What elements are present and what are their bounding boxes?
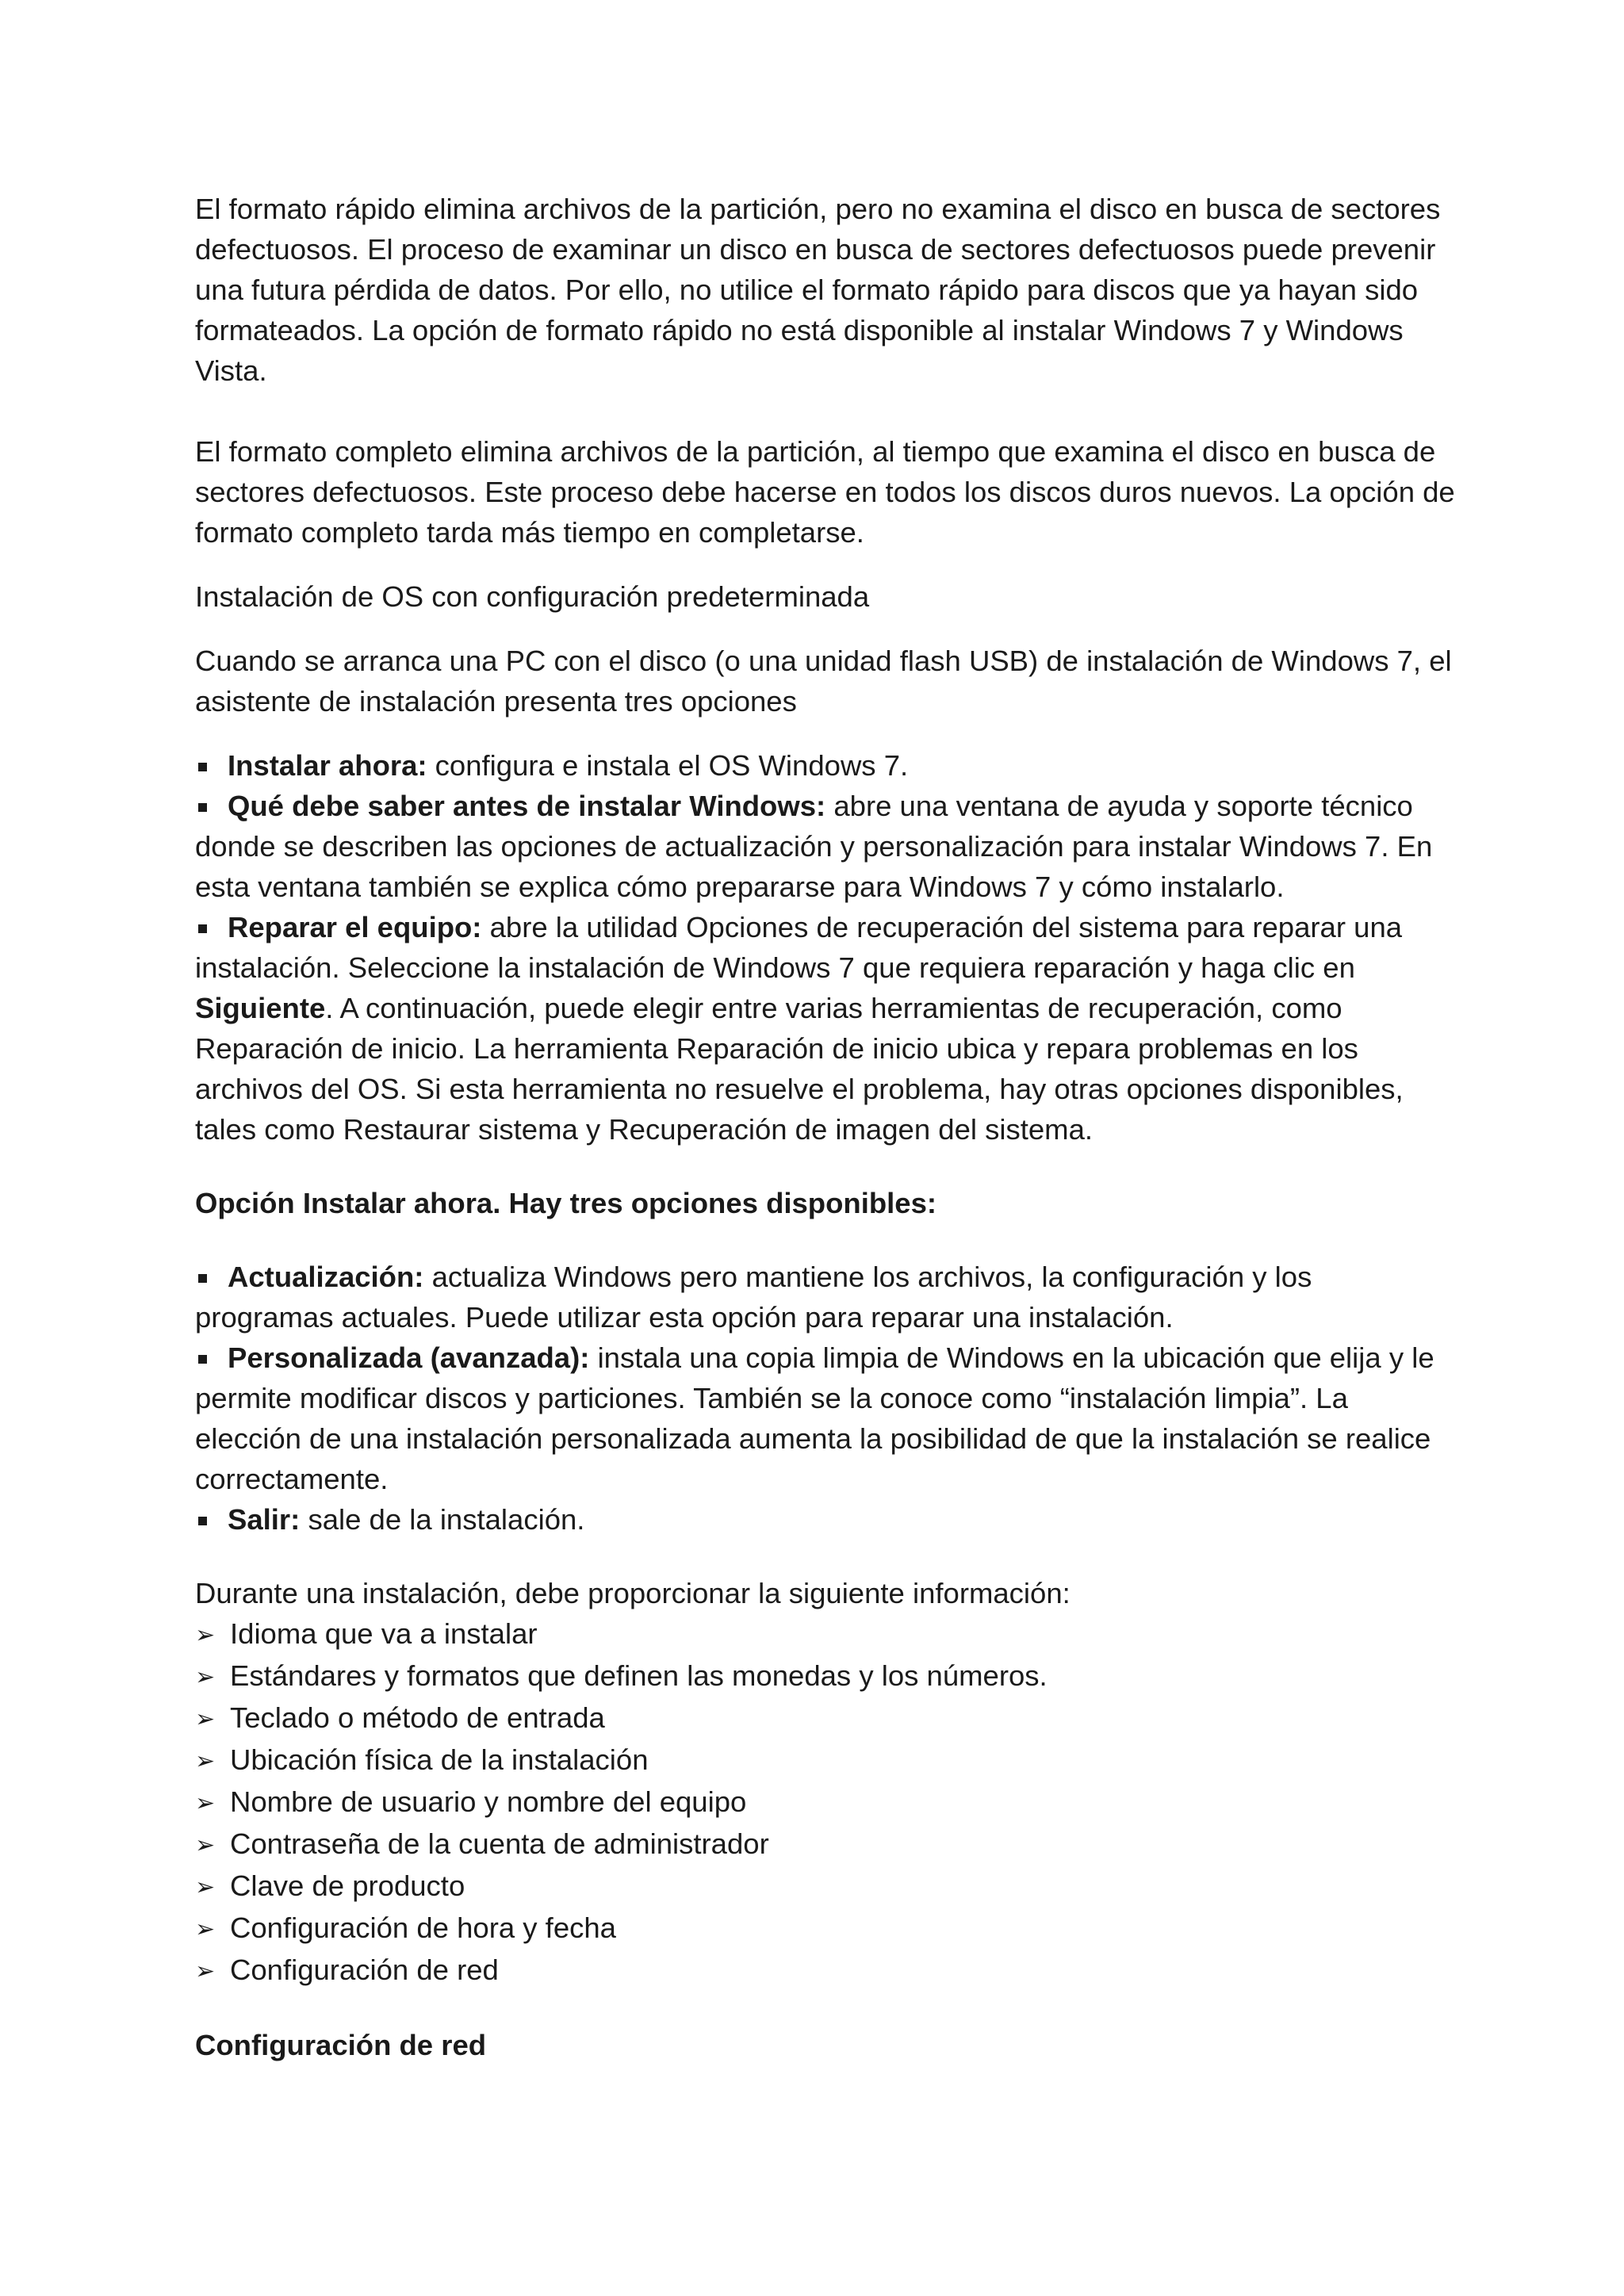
- list-item: [195, 1908, 1456, 1950]
- arrow-bullet-icon: ➢: [195, 1706, 216, 1732]
- list-item: [195, 1739, 1456, 1781]
- square-bullet-icon: [198, 803, 207, 812]
- list-item-text: . A continuación, puede elegir entre varias herramientas de recuperación, como Reparación de inicio. La herramienta Reparación de inicio ubica y repara problemas en los archivos del OS. Si esta herramienta no resuelve el problema, hay otras opciones disponibles, tales como Restaurar sistema y Recuperación de imagen del sistema.: [195, 992, 1404, 1146]
- install-options-list: [195, 1257, 1456, 1540]
- list-item: [195, 1337, 1456, 1499]
- list-item-text: Nombre de usuario y nombre del equipo: [230, 1785, 747, 1818]
- list-item-label: Salir:: [228, 1503, 301, 1536]
- list-item-text: abre una ventana de ayuda y soporte técnico donde se describen las opciones de actualización y personalización para instalar Windows 7. En esta ventana también se explica cómo prepararse para Windows 7 y cómo instalarlo.: [195, 790, 1433, 903]
- heading-network-config: Configuración de red: [195, 2029, 487, 2061]
- list-item-label: Instalar ahora:: [228, 749, 427, 782]
- list-item: [195, 1499, 1456, 1540]
- square-bullet-icon: [198, 1517, 207, 1525]
- square-bullet-icon: [198, 1355, 207, 1364]
- list-item-label: Actualización:: [228, 1261, 424, 1293]
- list-item: [195, 1950, 1456, 1992]
- list-item-label: Personalizada (avanzada):: [228, 1341, 590, 1374]
- paragraph-quick-format: El formato rápido elimina archivos de la partición, pero no examina el disco en busca de sectores defectuosos. El proceso de examinar un disco en busca de sectores defectuosos puede prevenir una futura pérdida de datos. Por ello, no utilice el formato rápido para discos que ya hayan sido formateados. La opción de formato rápido no está disponible al instalar Windows 7 y Windows Vista.: [195, 193, 1441, 387]
- square-bullet-icon: [198, 924, 207, 933]
- list-item-text: sale de la instalación.: [300, 1503, 585, 1536]
- list-item-text: Configuración de hora y fecha: [230, 1911, 616, 1944]
- list-item: [195, 1823, 1456, 1866]
- arrow-bullet-icon: ➢: [195, 1748, 216, 1774]
- setup-options-list: [195, 745, 1456, 1150]
- list-item-text: Ubicación física de la instalación: [230, 1743, 649, 1776]
- arrow-bullet-icon: ➢: [195, 1832, 216, 1858]
- paragraph-full-format: El formato completo elimina archivos de la partición, al tiempo que examina el disco en busca de sectores defectuosos. Este proceso debe hacerse en todos los discos duros nuevos. La opción de formato completo tarda más tiempo en completarse.: [195, 435, 1455, 549]
- paragraph-boot-intro: Cuando se arranca una PC con el disco (o una unidad flash USB) de instalación de Windows 7, el asistente de instalación presenta tres opciones: [195, 645, 1452, 718]
- list-item-text: Teclado o método de entrada: [230, 1701, 605, 1734]
- arrow-bullet-icon: ➢: [195, 1958, 216, 1984]
- paragraph-info-intro: Durante una instalación, debe proporcionar la siguiente información:: [195, 1577, 1071, 1609]
- list-item: [195, 1781, 1456, 1823]
- arrow-bullet-icon: ➢: [195, 1790, 216, 1816]
- arrow-bullet-icon: ➢: [195, 1622, 216, 1648]
- square-bullet-icon: [198, 763, 207, 771]
- list-item: [195, 786, 1456, 907]
- arrow-bullet-icon: ➢: [195, 1916, 216, 1942]
- required-info-list: [195, 1613, 1456, 1992]
- square-bullet-icon: [198, 1274, 207, 1283]
- list-item-text: instala una copia limpia de Windows en la ubicación que elija y le permite modificar discos y particiones. También se la conoce como “instalación limpia”. La elección de una instalación personalizada aumenta la posibilidad de que la instalación se realice correctamente.: [195, 1341, 1434, 1495]
- heading-install-now: Opción Instalar ahora. Hay tres opciones disponibles:: [195, 1187, 937, 1219]
- list-item: [195, 907, 1456, 1150]
- list-item-text: Configuración de red: [230, 1954, 499, 1986]
- list-item-label: Reparar el equipo:: [228, 911, 482, 943]
- list-item: [195, 1613, 1456, 1655]
- list-item-text: Contraseña de la cuenta de administrador: [230, 1827, 769, 1860]
- list-item: [195, 1697, 1456, 1739]
- paragraph-default-install-title: Instalación de OS con configuración predeterminada: [195, 580, 870, 613]
- list-item-text: configura e instala el OS Windows 7.: [427, 749, 909, 782]
- arrow-bullet-icon: ➢: [195, 1874, 216, 1900]
- list-item: [195, 1655, 1456, 1697]
- list-item-text: Clave de producto: [230, 1869, 465, 1902]
- arrow-bullet-icon: ➢: [195, 1664, 216, 1690]
- list-item: [195, 1866, 1456, 1908]
- document-body: [195, 189, 1456, 2065]
- list-item-text: Estándares y formatos que definen las monedas y los números.: [230, 1659, 1048, 1692]
- list-item-text: abre la utilidad Opciones de recuperación del sistema para reparar una instalación. Seleccione la instalación de Windows 7 que requiera reparación y haga clic en: [195, 911, 1403, 984]
- list-item-text: actualiza Windows pero mantiene los archivos, la configuración y los programas actuales. Puede utilizar esta opción para reparar una instalación.: [195, 1261, 1312, 1334]
- list-item-text: Idioma que va a instalar: [230, 1617, 538, 1650]
- list-item-inline-bold: Siguiente: [195, 992, 326, 1024]
- list-item-label: Qué debe saber antes de instalar Windows:: [228, 790, 826, 822]
- list-item: [195, 1257, 1456, 1337]
- list-item: [195, 745, 1456, 786]
